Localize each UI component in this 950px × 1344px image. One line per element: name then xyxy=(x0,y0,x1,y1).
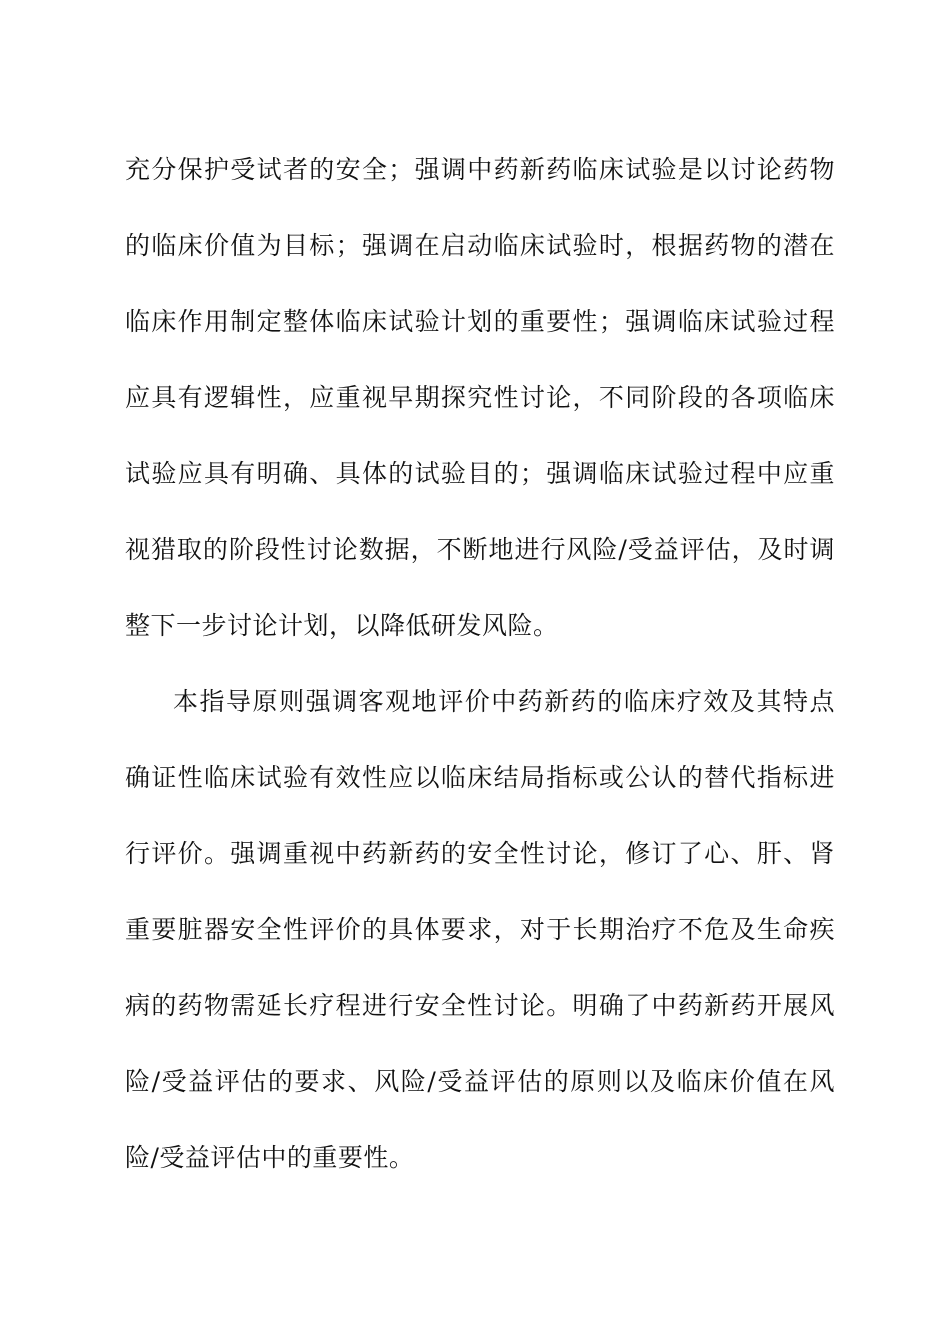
paragraph-1 xyxy=(125,132,835,664)
paragraph-2 xyxy=(125,664,835,1196)
text-line: 行评价。强调重视中药新药的安全性讨论，修订了心、肝、肾 xyxy=(125,839,835,868)
text-line: 充分保护受试者的安全；强调中药新药临床试验是以讨论药物 xyxy=(125,155,835,184)
text-line: 险/受益评估中的重要性。 xyxy=(125,1143,415,1172)
text-line: 视猎取的阶段性讨论数据，不断地进行风险/受益评估，及时调 xyxy=(125,535,835,564)
text-line: 的临床价值为目标；强调在启动临床试验时，根据药物的潜在 xyxy=(125,231,835,260)
text-line: 整下一步讨论计划，以降低研发风险。 xyxy=(125,611,559,640)
text-line: 确证性临床试验有效性应以临床结局指标或公认的替代指标进 xyxy=(125,763,835,792)
text-line: 试验应具有明确、具体的试验目的；强调临床试验过程中应重 xyxy=(125,459,835,488)
text-line: 险/受益评估的要求、风险/受益评估的原则以及临床价值在风 xyxy=(125,1067,835,1096)
text-line: 本指导原则强调客观地评价中药新药的临床疗效及其特点 xyxy=(173,687,835,716)
document-body xyxy=(125,132,835,1196)
text-line: 重要脏器安全性评价的具体要求，对于长期治疗不危及生命疾 xyxy=(125,915,835,944)
text-line: 临床作用制定整体临床试验计划的重要性；强调临床试验过程 xyxy=(125,307,835,336)
text-line: 病的药物需延长疗程进行安全性讨论。明确了中药新药开展风 xyxy=(125,991,835,1020)
text-line: 应具有逻辑性，应重视早期探究性讨论，不同阶段的各项临床 xyxy=(125,383,835,412)
